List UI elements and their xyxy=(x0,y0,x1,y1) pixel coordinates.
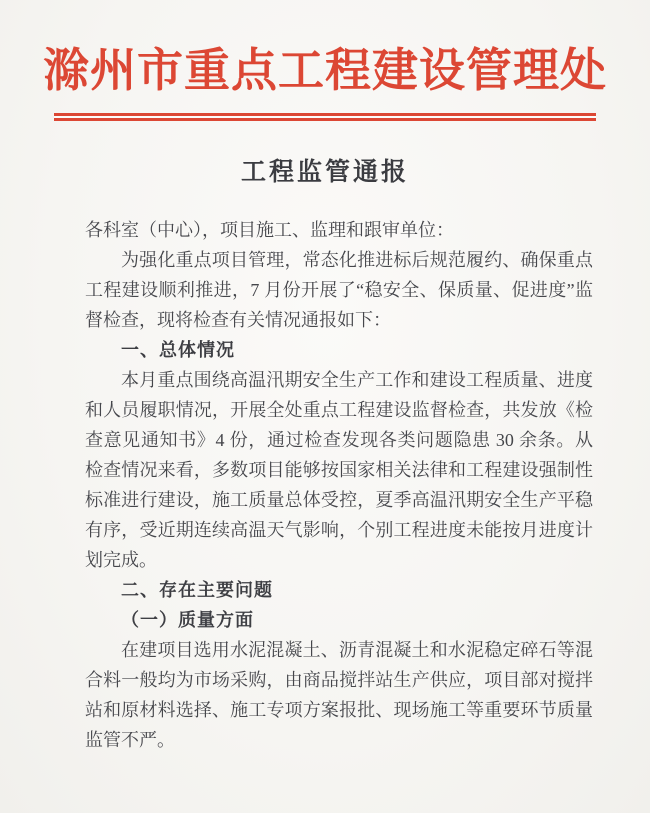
paragraph: 本月重点围绕高温汛期安全生产工作和建设工程质量、进度和人员履职情况，开展全处重点工程建设监督检查，共发放《检查意见通知书》4 份，通过检查发现各类问题隐患 30 余条。从检查情况来看，多数项目能够按国家相关法律和工程建设强制性标准进行建设，施工质量总体受控，夏季高温汛期安全生产平稳有序，受近期连续高温天气影响，个别工程进度未能按月进度计划完成。 xyxy=(85,370,593,571)
agency-name: 滁州市重点工程建设管理处 xyxy=(43,45,607,96)
letterhead-divider xyxy=(54,113,596,121)
document-title: 工程监管通报 xyxy=(240,159,409,187)
letterhead xyxy=(0,0,650,121)
paragraph: 各科室（中心），项目施工、监理和跟审单位： xyxy=(85,220,454,241)
paragraph: 一、总体情况 xyxy=(121,340,235,361)
document-body xyxy=(0,215,650,755)
paragraph: 二、存在主要问题 xyxy=(121,580,273,601)
paragraph: 为强化重点项目管理，常态化推进标后规范履约、确保重点工程建设顺利推进，7 月份开展了“稳安全、保质量、促进度”监督检查，现将检查有关情况通报如下： xyxy=(85,250,593,331)
paragraph: （一）质量方面 xyxy=(121,610,254,631)
paragraph: 在建项目选用水泥混凝土、沥青混凝土和水泥稳定碎石等混合料一般均为市场采购，由商品搅拌站生产供应，项目部对搅拌站和原材料选择、施工专项方案报批、现场施工等重要环节质量监管不严。 xyxy=(85,640,593,751)
